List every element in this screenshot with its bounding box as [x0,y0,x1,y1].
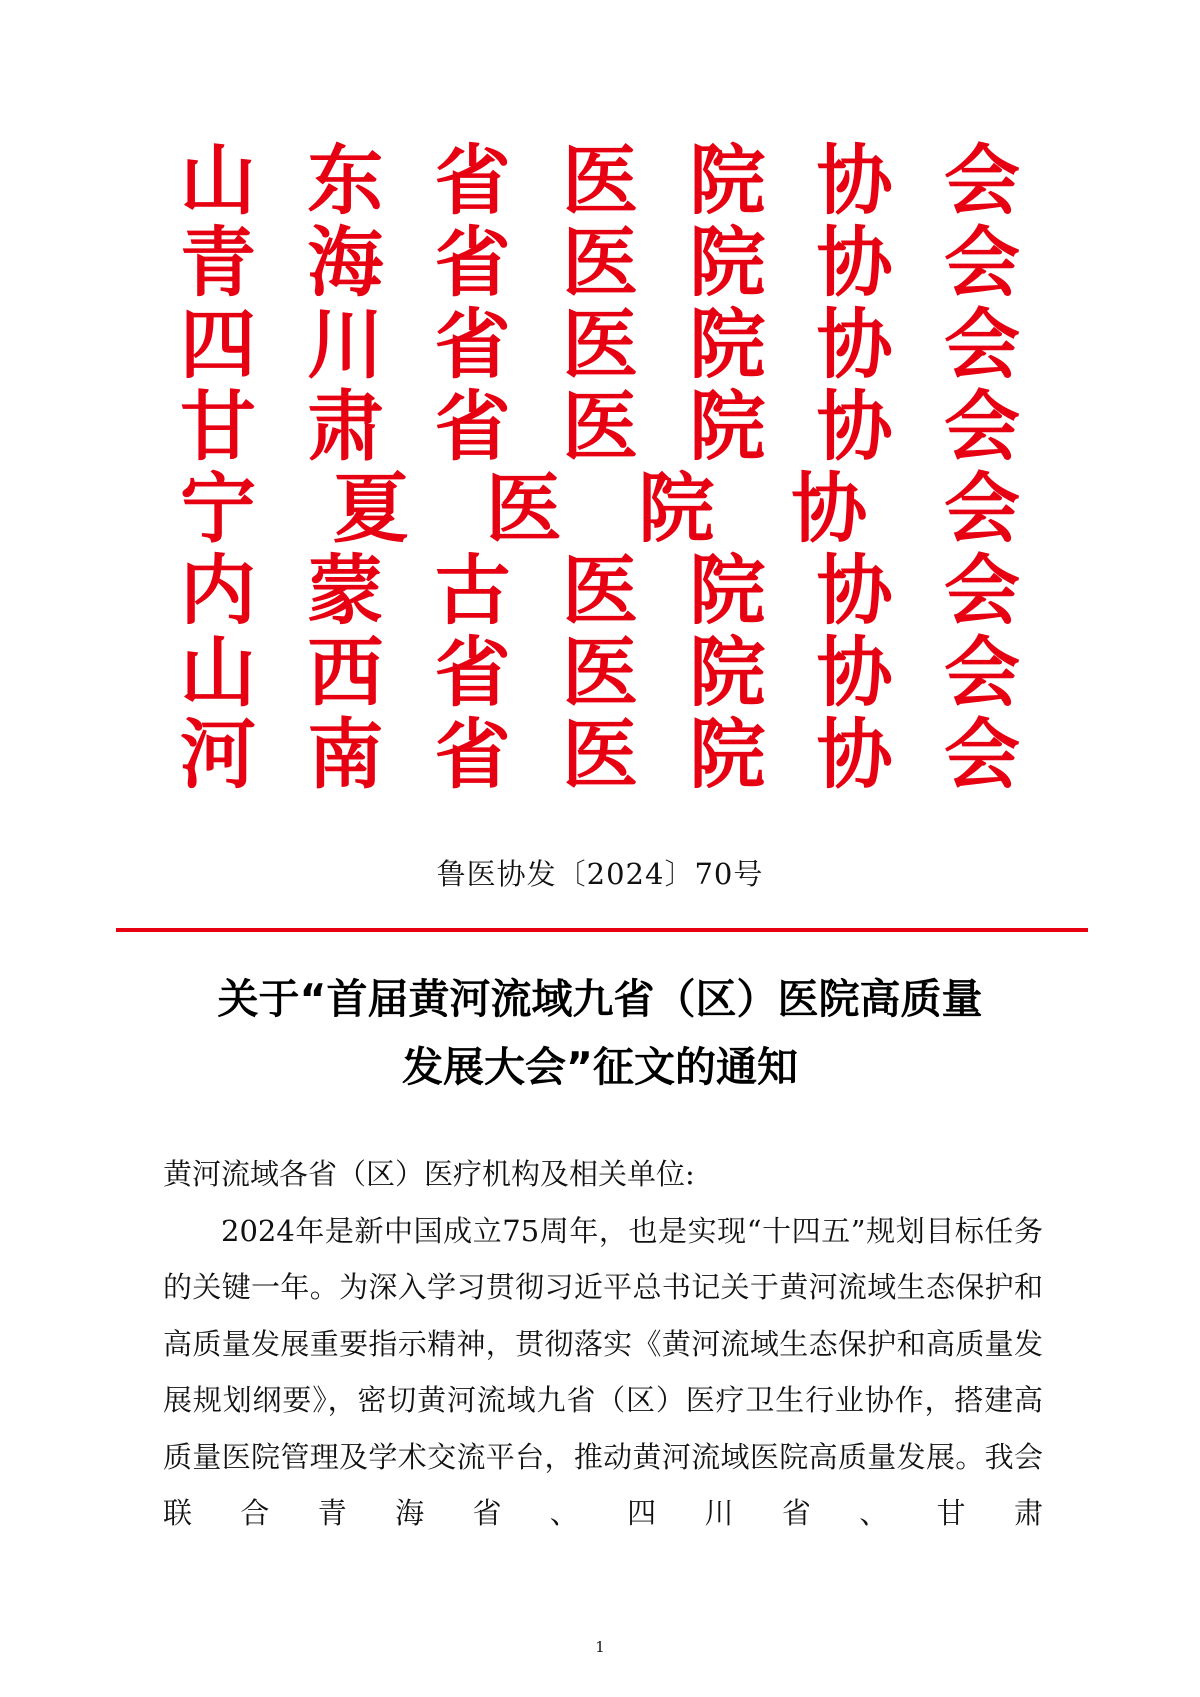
issuer-char: 协 [816,218,893,307]
issuer-char: 院 [689,300,766,389]
issuer-char: 协 [816,136,893,225]
issuer-row-shandong [180,136,1020,225]
issuer-char: 医 [561,628,638,717]
issuer-char: 南 [307,710,384,799]
body-paragraph: 2024年是新中国成立75周年，也是实现“十四五”规划目标任务的关键一年。为深入学习贯彻习近平总书记关于黄河流域生态保护和高质量发展重要指示精神，贯彻落实《黄河流域生态保护和高质量发展规划纲要》，密切黄河流域九省（区）医疗卫生行业协作，搭建高质量医院管理及学术交流平台，推动黄河流域医院高质量发展。我会联合青海省、四川省、甘肃 [163,1213,1043,1530]
issuer-char: 会 [943,136,1020,225]
issuer-char: 省 [434,382,511,471]
title-line-2: 发展大会”征文的通知 [402,1043,798,1091]
issuer-char: 医 [561,300,638,389]
issuer-char: 院 [689,382,766,471]
issuer-char: 院 [689,710,766,799]
issuer-char: 会 [943,628,1020,717]
issuer-char: 会 [943,382,1020,471]
issuing-organizations [180,136,1020,799]
issuer-char: 协 [816,300,893,389]
issuer-char: 海 [307,218,384,307]
issuer-char: 甘 [180,382,256,471]
issuer-char: 院 [689,546,766,635]
issuer-char: 河 [180,710,256,799]
issuer-char: 医 [561,546,638,635]
issuer-char: 医 [561,382,638,471]
issuer-char: 院 [689,136,766,225]
issuer-char: 协 [816,710,893,799]
issuer-row-ningxia [180,464,1020,553]
document-title [120,965,1080,1101]
issuer-char: 四 [180,300,256,389]
issuer-char: 医 [561,136,638,225]
issuer-char: 宁 [180,464,256,553]
issuer-char: 省 [434,628,511,717]
issuer-char: 协 [816,382,893,471]
issuer-char: 省 [434,136,511,225]
issuer-char: 川 [307,300,384,389]
issuer-row-shanxi [180,628,1020,717]
issuer-char: 东 [307,136,384,225]
issuer-char: 院 [689,218,766,307]
issuer-char: 医 [485,464,562,553]
issuer-char: 省 [434,710,511,799]
issuer-row-neimenggu [180,546,1020,635]
issuer-char: 协 [816,628,893,717]
page-number: 1 [595,1638,605,1656]
issuer-char: 医 [561,218,638,307]
issuer-char: 蒙 [307,546,384,635]
red-divider [116,928,1088,932]
issuer-row-gansu [180,382,1020,471]
document-number: 鲁医协发〔2024〕70号 [436,857,764,891]
title-line-1: 关于“首届黄河流域九省（区）医院高质量 [217,975,983,1023]
salutation: 黄河流域各省（区）医疗机构及相关单位: [163,1157,695,1191]
issuer-char: 医 [561,710,638,799]
issuer-char: 省 [434,300,511,389]
issuer-row-sichuan [180,300,1020,389]
issuer-char: 会 [943,218,1020,307]
issuer-char: 会 [943,710,1020,799]
issuer-char: 协 [791,464,868,553]
issuer-char: 古 [434,546,511,635]
issuer-char: 肃 [307,382,384,471]
issuer-char: 山 [180,136,256,225]
issuer-char: 内 [180,546,256,635]
issuer-char: 省 [434,218,511,307]
issuer-char: 西 [307,628,384,717]
issuer-char: 院 [638,464,715,553]
issuer-row-qinghai [180,218,1020,307]
issuer-char: 夏 [332,464,409,553]
issuer-char: 山 [180,628,256,717]
issuer-char: 会 [943,546,1020,635]
issuer-row-henan [180,710,1020,799]
issuer-char: 会 [943,464,1020,553]
issuer-char: 会 [943,300,1020,389]
document-body [163,1146,1043,1542]
issuer-char: 协 [816,546,893,635]
issuer-char: 院 [689,628,766,717]
issuer-char: 青 [180,218,256,307]
